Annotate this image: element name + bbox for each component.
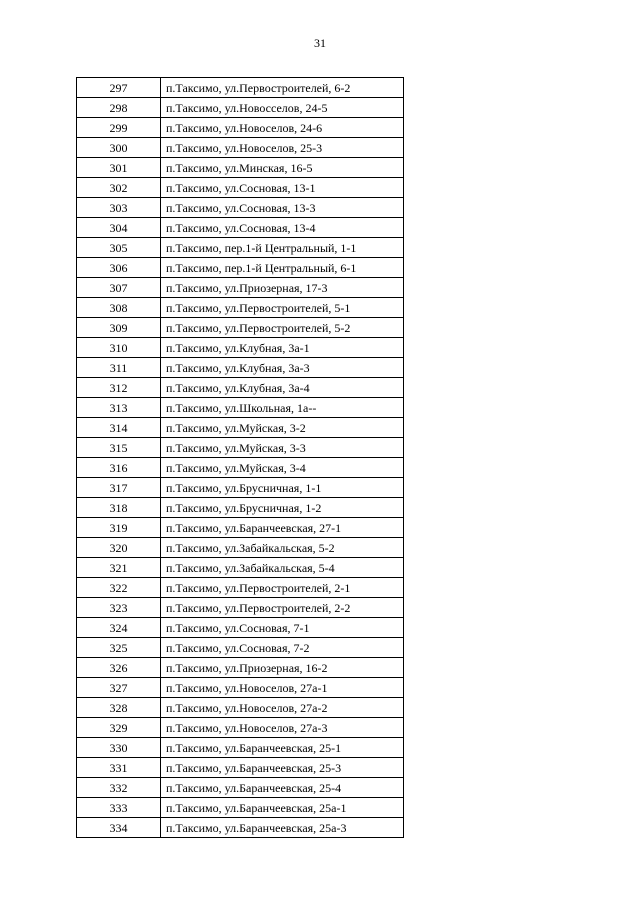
row-number-cell: 324 xyxy=(77,618,161,638)
address-cell: п.Таксимо, ул.Клубная, 3а-3 xyxy=(161,358,404,378)
row-number-cell: 313 xyxy=(77,398,161,418)
row-number-cell: 334 xyxy=(77,818,161,838)
table-row xyxy=(77,358,404,378)
row-number-cell: 326 xyxy=(77,658,161,678)
table-row xyxy=(77,758,404,778)
table-row xyxy=(77,178,404,198)
table-row xyxy=(77,598,404,618)
address-cell: п.Таксимо, ул.Баранчеевская, 25а-1 xyxy=(161,798,404,818)
row-number-cell: 331 xyxy=(77,758,161,778)
table-row xyxy=(77,298,404,318)
address-cell: п.Таксимо, ул.Забайкальская, 5-4 xyxy=(161,558,404,578)
address-cell: п.Таксимо, ул.Баранчеевская, 25-1 xyxy=(161,738,404,758)
address-cell: п.Таксимо, ул.Первостроителей, 2-1 xyxy=(161,578,404,598)
row-number-cell: 304 xyxy=(77,218,161,238)
table-row xyxy=(77,98,404,118)
address-cell: п.Таксимо, ул.Клубная, 3а-1 xyxy=(161,338,404,358)
row-number-cell: 302 xyxy=(77,178,161,198)
address-cell: п.Таксимо, ул.Новоселов, 27а-2 xyxy=(161,698,404,718)
address-cell: п.Таксимо, ул.Новоселов, 27а-3 xyxy=(161,718,404,738)
row-number-cell: 332 xyxy=(77,778,161,798)
address-cell: п.Таксимо, ул.Первостроителей, 2-2 xyxy=(161,598,404,618)
row-number-cell: 314 xyxy=(77,418,161,438)
table-row xyxy=(77,138,404,158)
row-number-cell: 310 xyxy=(77,338,161,358)
table-row xyxy=(77,318,404,338)
address-cell: п.Таксимо, ул.Брусничная, 1-1 xyxy=(161,478,404,498)
address-cell: п.Таксимо, ул.Клубная, 3а-4 xyxy=(161,378,404,398)
row-number-cell: 298 xyxy=(77,98,161,118)
table-row xyxy=(77,418,404,438)
address-cell: п.Таксимо, ул.Приозерная, 16-2 xyxy=(161,658,404,678)
row-number-cell: 312 xyxy=(77,378,161,398)
table-row xyxy=(77,678,404,698)
address-cell: п.Таксимо, ул.Сосновая, 13-1 xyxy=(161,178,404,198)
row-number-cell: 321 xyxy=(77,558,161,578)
row-number-cell: 333 xyxy=(77,798,161,818)
table-row xyxy=(77,198,404,218)
table-row xyxy=(77,258,404,278)
address-table-body xyxy=(77,78,404,838)
table-row xyxy=(77,718,404,738)
table-row xyxy=(77,118,404,138)
row-number-cell: 305 xyxy=(77,238,161,258)
address-cell: п.Таксимо, ул.Первостроителей, 5-2 xyxy=(161,318,404,338)
row-number-cell: 322 xyxy=(77,578,161,598)
table-row xyxy=(77,798,404,818)
table-row xyxy=(77,518,404,538)
table-row xyxy=(77,218,404,238)
address-cell: п.Таксимо, ул.Брусничная, 1-2 xyxy=(161,498,404,518)
row-number-cell: 320 xyxy=(77,538,161,558)
row-number-cell: 323 xyxy=(77,598,161,618)
address-cell: п.Таксимо, ул.Новоселов, 25-3 xyxy=(161,138,404,158)
table-row xyxy=(77,658,404,678)
row-number-cell: 316 xyxy=(77,458,161,478)
address-cell: п.Таксимо, ул.Сосновая, 13-3 xyxy=(161,198,404,218)
row-number-cell: 328 xyxy=(77,698,161,718)
row-number-cell: 318 xyxy=(77,498,161,518)
address-cell: п.Таксимо, ул.Баранчеевская, 25-3 xyxy=(161,758,404,778)
address-cell: п.Таксимо, ул.Баранчеевская, 27-1 xyxy=(161,518,404,538)
row-number-cell: 299 xyxy=(77,118,161,138)
address-cell: п.Таксимо, ул.Сосновая, 7-1 xyxy=(161,618,404,638)
table-row xyxy=(77,818,404,838)
row-number-cell: 307 xyxy=(77,278,161,298)
row-number-cell: 327 xyxy=(77,678,161,698)
address-cell: п.Таксимо, ул.Первостроителей, 5-1 xyxy=(161,298,404,318)
address-cell: п.Таксимо, ул.Муйская, 3-2 xyxy=(161,418,404,438)
address-cell: п.Таксимо, ул.Баранчеевская, 25а-3 xyxy=(161,818,404,838)
address-cell: п.Таксимо, ул.Новоселов, 24-6 xyxy=(161,118,404,138)
address-cell: п.Таксимо, ул.Новосселов, 24-5 xyxy=(161,98,404,118)
table-row xyxy=(77,698,404,718)
table-row xyxy=(77,458,404,478)
address-cell: п.Таксимо, ул.Приозерная, 17-3 xyxy=(161,278,404,298)
row-number-cell: 330 xyxy=(77,738,161,758)
row-number-cell: 301 xyxy=(77,158,161,178)
address-table xyxy=(76,77,404,838)
row-number-cell: 303 xyxy=(77,198,161,218)
address-cell: п.Таксимо, ул.Школьная, 1а-- xyxy=(161,398,404,418)
address-cell: п.Таксимо, пер.1-й Центральный, 6-1 xyxy=(161,258,404,278)
address-cell: п.Таксимо, ул.Баранчеевская, 25-4 xyxy=(161,778,404,798)
address-cell: п.Таксимо, пер.1-й Центральный, 1-1 xyxy=(161,238,404,258)
address-cell: п.Таксимо, ул.Сосновая, 7-2 xyxy=(161,638,404,658)
table-row xyxy=(77,558,404,578)
table-row xyxy=(77,738,404,758)
row-number-cell: 297 xyxy=(77,78,161,98)
page-number: 31 xyxy=(314,36,326,50)
address-cell: п.Таксимо, ул.Муйская, 3-3 xyxy=(161,438,404,458)
row-number-cell: 311 xyxy=(77,358,161,378)
table-row xyxy=(77,378,404,398)
address-cell: п.Таксимо, ул.Сосновая, 13-4 xyxy=(161,218,404,238)
row-number-cell: 325 xyxy=(77,638,161,658)
table-row xyxy=(77,578,404,598)
address-cell: п.Таксимо, ул.Новоселов, 27а-1 xyxy=(161,678,404,698)
address-cell: п.Таксимо, ул.Минская, 16-5 xyxy=(161,158,404,178)
table-row xyxy=(77,338,404,358)
table-row xyxy=(77,638,404,658)
address-cell: п.Таксимо, ул.Первостроителей, 6-2 xyxy=(161,78,404,98)
address-cell: п.Таксимо, ул.Забайкальская, 5-2 xyxy=(161,538,404,558)
table-row xyxy=(77,158,404,178)
row-number-cell: 300 xyxy=(77,138,161,158)
address-cell: п.Таксимо, ул.Муйская, 3-4 xyxy=(161,458,404,478)
row-number-cell: 315 xyxy=(77,438,161,458)
table-row xyxy=(77,438,404,458)
table-row xyxy=(77,278,404,298)
row-number-cell: 309 xyxy=(77,318,161,338)
row-number-cell: 319 xyxy=(77,518,161,538)
row-number-cell: 329 xyxy=(77,718,161,738)
table-row xyxy=(77,538,404,558)
table-row xyxy=(77,498,404,518)
table-row xyxy=(77,478,404,498)
table-row xyxy=(77,618,404,638)
table-row xyxy=(77,238,404,258)
table-row xyxy=(77,398,404,418)
row-number-cell: 306 xyxy=(77,258,161,278)
row-number-cell: 308 xyxy=(77,298,161,318)
table-row xyxy=(77,778,404,798)
row-number-cell: 317 xyxy=(77,478,161,498)
table-row xyxy=(77,78,404,98)
